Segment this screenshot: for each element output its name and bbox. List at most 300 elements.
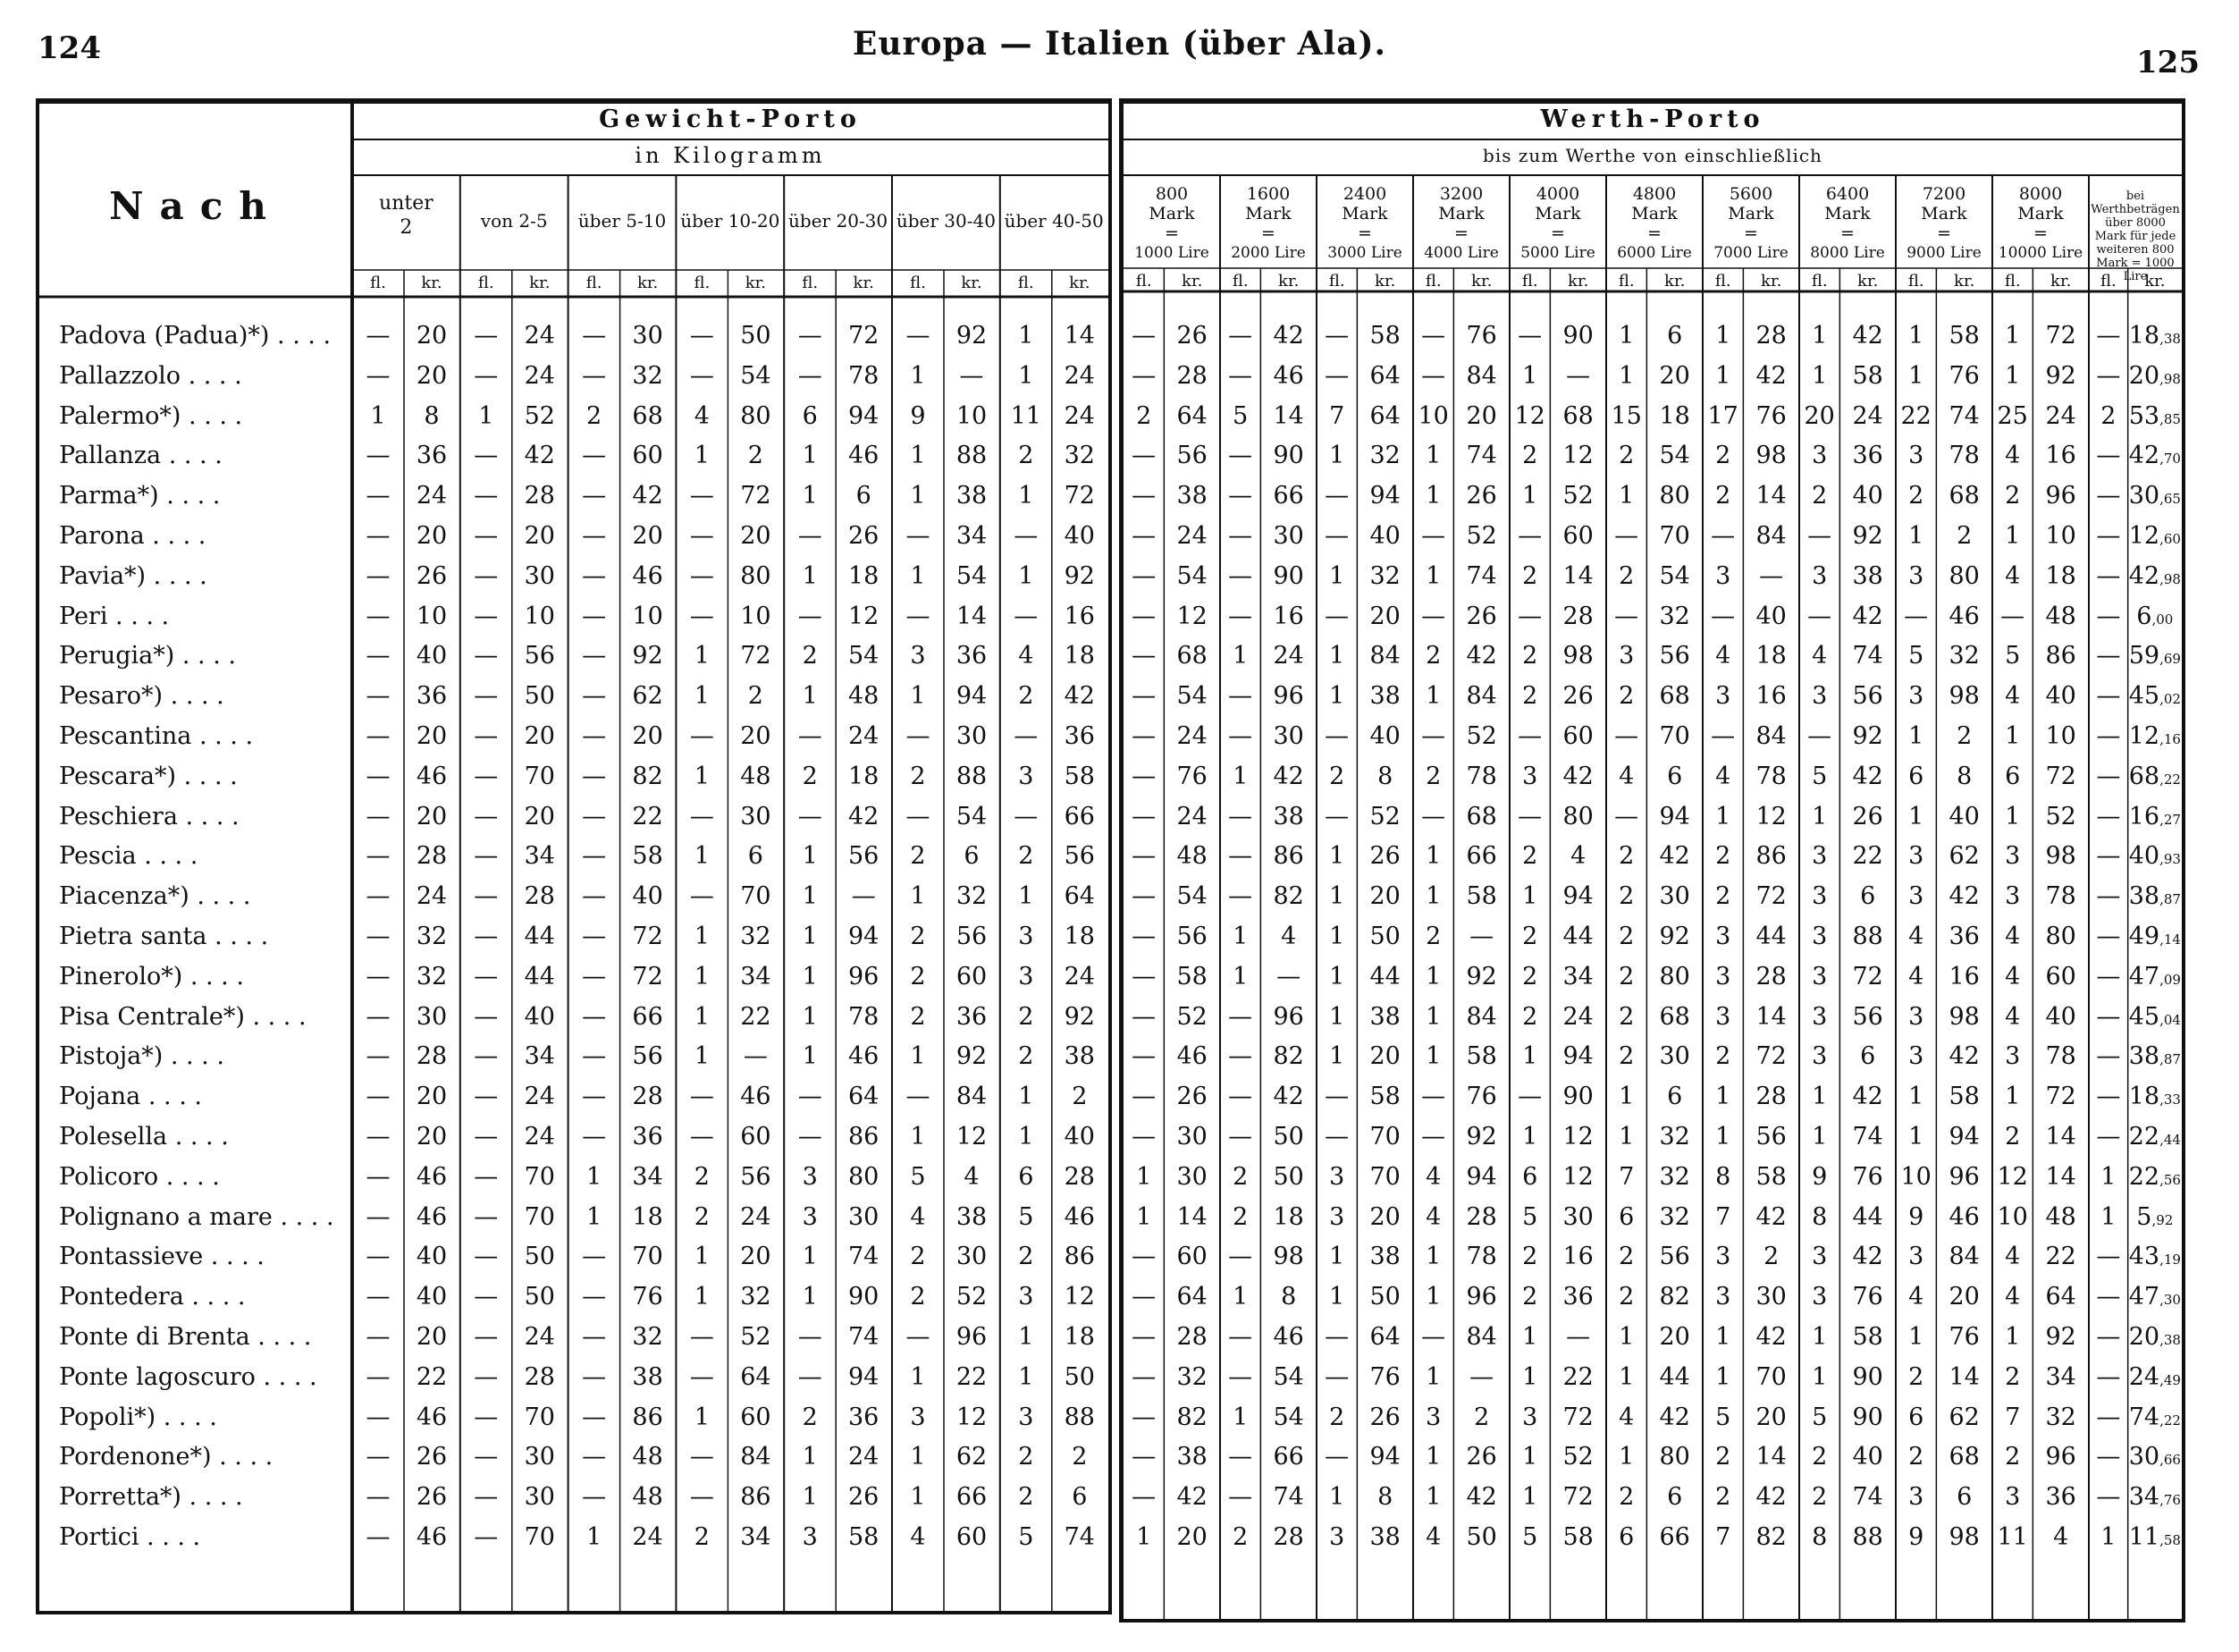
cell-kr: 40 [1949, 802, 1980, 830]
cell-fl: 1 [802, 1042, 818, 1071]
cell-fl: 1 [1812, 361, 1828, 390]
cell-kr: 12 [1562, 1123, 1594, 1150]
cell-kr: 92 [1852, 722, 1883, 750]
cell-kr: 30 [416, 1002, 448, 1031]
cell-fl: — [1421, 602, 1446, 630]
cell-fl: 20 [1804, 401, 1835, 430]
cell-fl: 1 [1018, 561, 1034, 590]
cell-kr: 50 [1466, 1523, 1497, 1551]
cell-kr: 64 [740, 1362, 771, 1391]
cell-fl: 2 [1715, 1443, 1731, 1471]
cell-kr [2128, 1042, 2182, 1070]
cell-fl: 2 [1018, 442, 1034, 470]
cell-fl: — [689, 602, 714, 630]
cell-kr: 26 [1369, 842, 1401, 871]
cell-fl: — [2096, 602, 2121, 630]
cell-fl: — [582, 322, 607, 350]
cell-fl: — [474, 923, 499, 950]
cell-kr: 90 [1562, 322, 1594, 350]
cell-kr: 12 [955, 1123, 988, 1150]
place-name: Pordenone*) . . . . [59, 1443, 274, 1471]
cell-fl: 2 [1136, 401, 1152, 430]
cell-fl: — [689, 522, 714, 550]
cell-kr: 38 [1852, 561, 1883, 590]
cell-fl: — [689, 1443, 714, 1471]
cell-fl: 3 [910, 1403, 926, 1431]
cell-kr: 40 [632, 882, 663, 911]
decimal-separator: , [2159, 451, 2164, 468]
cell-kr [2128, 1083, 2182, 1110]
cell-kr: 8 [1377, 1483, 1393, 1512]
cell-kr: 76 [1852, 1162, 1883, 1191]
cell-fl: 1 [910, 1123, 926, 1150]
cell-kr: 4 [1281, 923, 1297, 950]
cell-fl: — [905, 1323, 930, 1351]
cell-kr: 94 [848, 401, 880, 430]
cell-kr: 24 [416, 482, 448, 510]
cell-fl: — [1132, 1042, 1157, 1071]
cell-kr: 66 [1659, 1523, 1690, 1551]
cell-fl: 1 [694, 842, 710, 871]
cell-fl: 1 [1715, 361, 1731, 390]
cell-kr: 54 [848, 642, 880, 670]
cell-kr: 32 [1369, 442, 1401, 470]
cell-fl: 5 [1715, 1403, 1731, 1431]
cell-fl: 2 [1619, 842, 1635, 871]
unit-fl: fl. [370, 274, 386, 292]
cell-kr [2128, 803, 2182, 830]
cell-fl: 1 [694, 1243, 710, 1271]
place-name: Piacenza*) . . . . [59, 882, 251, 911]
decimal-separator: , [2159, 651, 2164, 668]
cell-kr: 34 [740, 1523, 771, 1551]
cell-kr: 68 [1659, 1002, 1690, 1031]
cell-kr-decimal: 00 [2156, 611, 2174, 628]
cell-fl: 3 [1812, 842, 1828, 871]
cell-fl: 3 [1715, 1243, 1731, 1271]
cell-fl: 2 [1522, 1002, 1538, 1031]
cell-fl: 1 [1908, 1323, 1924, 1351]
unit-fl: fl. [1907, 272, 1924, 291]
cell-kr: 12 [1176, 602, 1208, 630]
cell-kr: 74 [1466, 561, 1497, 590]
cell-kr: 62 [1949, 842, 1980, 871]
cell-kr: 36 [416, 682, 448, 711]
decimal-separator: , [2159, 1252, 2164, 1268]
cell-kr-decimal: 65 [2163, 491, 2181, 508]
cell-kr: — [1276, 962, 1301, 990]
cell-kr: 78 [848, 361, 880, 390]
value-column-header: 2400 Mark = 3000 Lire [1327, 184, 1402, 262]
cell-kr-decimal: 09 [2163, 971, 2181, 988]
decimal-separator: , [2159, 1292, 2164, 1309]
cell-kr: 38 [955, 482, 988, 510]
cell-fl: 3 [2005, 1042, 2021, 1071]
cell-fl: — [1325, 361, 1350, 390]
cell-fl: — [1132, 361, 1157, 390]
cell-fl: 3 [1908, 442, 1924, 470]
cell-kr: 48 [632, 1443, 663, 1471]
cell-kr: 66 [1273, 1443, 1304, 1471]
cell-kr: 46 [416, 762, 448, 790]
cell-fl: 1 [1233, 1283, 1249, 1311]
cell-fl: 1 [1329, 1283, 1345, 1311]
weight-column-header: über 20-30 [788, 210, 888, 232]
cell-fl: 17 [1707, 401, 1738, 430]
cell-fl: — [689, 361, 714, 390]
cell-kr: 46 [1949, 1202, 1980, 1231]
cell-kr: 60 [955, 1523, 988, 1551]
cell-fl: 1 [2100, 1202, 2117, 1231]
cell-kr-integer: 12 [2128, 522, 2160, 550]
cell-kr: 92 [2045, 1323, 2076, 1351]
cell-kr: 58 [1064, 762, 1095, 790]
cell-fl: 1 [1426, 442, 1442, 470]
cell-fl: — [1904, 602, 1929, 630]
last-column-header: bei Werthbeträgen über 8000 Mark für jede weiteren 800 Mark = 1000 Lire [2091, 190, 2180, 283]
cell-kr-integer: 18 [2128, 322, 2160, 350]
cell-fl: — [474, 762, 499, 790]
cell-fl: 2 [1619, 682, 1635, 711]
cell-fl: 2 [1619, 962, 1635, 990]
cell-kr-decimal: 66 [2163, 1452, 2181, 1469]
cell-fl: 1 [1908, 802, 1924, 830]
cell-fl: 11 [1010, 401, 1041, 430]
cell-kr-integer: 47 [2128, 962, 2160, 990]
cell-fl: 1 [1426, 882, 1442, 911]
cell-fl: 4 [2005, 923, 2021, 950]
cell-fl: — [366, 642, 391, 670]
cell-kr: 36 [1064, 722, 1095, 750]
cell-kr: 96 [1273, 682, 1304, 711]
cell-kr: 44 [1659, 1362, 1690, 1391]
cell-fl: — [797, 322, 822, 350]
cell-kr: 24 [1176, 522, 1208, 550]
cell-kr: 18 [1273, 1202, 1304, 1231]
cell-kr: 64 [1176, 1283, 1208, 1311]
cell-fl: 1 [802, 923, 818, 950]
cell-fl: — [1807, 602, 1832, 630]
cell-fl: — [2096, 802, 2121, 830]
cell-fl: — [582, 962, 607, 990]
cell-kr: 30 [1273, 522, 1304, 550]
cell-kr: 64 [1176, 401, 1208, 430]
cell-kr: 24 [740, 1202, 771, 1231]
cell-kr: 24 [524, 1123, 555, 1150]
cell-kr: 94 [1562, 1042, 1594, 1071]
cell-kr: 6 [855, 482, 871, 510]
value-column-header: 7200 Mark = 9000 Lire [1907, 184, 1982, 262]
cell-kr: 42 [1176, 1483, 1208, 1512]
cell-fl: — [689, 802, 714, 830]
cell-fl: — [474, 602, 499, 630]
decimal-separator: , [2151, 611, 2157, 628]
cell-kr: 50 [1369, 1283, 1401, 1311]
cell-kr-integer: 24 [2128, 1362, 2160, 1391]
cell-kr: 2 [747, 682, 763, 711]
cell-fl: 4 [2005, 442, 2021, 470]
cell-fl: — [1132, 842, 1157, 871]
cell-fl: 1 [1619, 1123, 1635, 1150]
cell-kr: 20 [1755, 1403, 1787, 1431]
cell-kr: 80 [2045, 923, 2076, 950]
cell-fl: 1 [1136, 1162, 1152, 1191]
unit-kr: kr. [1568, 272, 1589, 291]
cell-fl: 3 [1908, 842, 1924, 871]
cell-kr-decimal: 04 [2163, 1011, 2181, 1028]
cell-fl: — [2096, 923, 2121, 950]
cell-fl: 1 [1136, 1202, 1152, 1231]
cell-kr: 58 [1466, 882, 1497, 911]
cell-fl: 2 [1619, 882, 1635, 911]
cell-kr: 42 [1852, 322, 1883, 350]
cell-fl: — [366, 482, 391, 510]
cell-kr: 42 [1852, 762, 1883, 790]
cell-fl: 1 [1715, 1123, 1731, 1150]
cell-fl: 3 [1715, 1283, 1731, 1311]
cell-fl: 1 [2005, 802, 2021, 830]
cell-fl: 9 [1908, 1523, 1924, 1551]
cell-kr: 46 [740, 1083, 771, 1111]
cell-fl: 2 [1522, 1283, 1538, 1311]
cell-fl: 1 [910, 442, 926, 470]
cell-kr: 14 [1755, 1002, 1787, 1031]
place-name: Pescara*) . . . . [59, 762, 238, 790]
cell-kr: 78 [848, 1002, 880, 1031]
cell-fl: 1 [802, 842, 818, 871]
cell-kr-integer: 74 [2128, 1403, 2160, 1431]
cell-kr [2128, 1163, 2182, 1191]
unit-fl: fl. [2100, 272, 2117, 291]
unit-kr: kr. [1664, 272, 1686, 291]
cell-fl: 1 [694, 1042, 710, 1071]
cell-fl: 1 [2005, 322, 2021, 350]
cell-kr: 28 [524, 1362, 555, 1391]
cell-kr-decimal: 98 [2163, 370, 2181, 387]
cell-fl: — [366, 602, 391, 630]
unit-kr: kr. [1471, 272, 1493, 291]
cell-kr-decimal: 98 [2163, 570, 2181, 587]
unit-kr: kr. [961, 274, 982, 292]
cell-kr: 28 [524, 482, 555, 510]
cell-kr: 20 [416, 361, 448, 390]
cell-fl: — [2096, 642, 2121, 670]
cell-kr: 16 [1949, 962, 1980, 990]
cell-kr: 26 [848, 1483, 880, 1512]
cell-kr: 70 [524, 762, 555, 790]
cell-fl: 6 [1018, 1162, 1034, 1191]
cell-fl: 1 [1619, 1443, 1635, 1471]
decimal-separator: , [2159, 731, 2164, 747]
cell-fl: 1 [1426, 962, 1442, 990]
cell-fl: — [1325, 1443, 1350, 1471]
cell-fl: 1 [694, 1403, 710, 1431]
cell-kr: 98 [1949, 1523, 1980, 1551]
cell-kr: — [1566, 361, 1591, 390]
cell-fl: 1 [1329, 1042, 1345, 1071]
unit-fl: fl. [802, 274, 819, 292]
unit-fl: fl. [477, 274, 494, 292]
cell-kr: 60 [632, 442, 663, 470]
cell-kr: 86 [848, 1123, 880, 1150]
cell-fl: 2 [1715, 1042, 1731, 1071]
place-name: Pallazzolo . . . . [59, 361, 242, 390]
cell-fl: 1 [1522, 361, 1538, 390]
cell-fl: — [1325, 1083, 1350, 1111]
cell-kr [2128, 923, 2182, 950]
cell-kr: 98 [1562, 642, 1594, 670]
place-name: Peri . . . . [59, 602, 170, 630]
cell-fl: 1 [1619, 1362, 1635, 1391]
cell-fl: 1 [1329, 442, 1345, 470]
cell-fl: 2 [694, 1162, 710, 1191]
cell-kr: 84 [1466, 1323, 1497, 1351]
cell-kr: 32 [1176, 1362, 1208, 1391]
cell-kr: 66 [632, 1002, 663, 1031]
cell-fl: 2 [910, 1002, 926, 1031]
cell-fl: — [582, 1283, 607, 1311]
weight-group-subtitle: in Kilogramm [635, 143, 826, 168]
cell-fl: — [1228, 682, 1253, 711]
cell-kr: 20 [416, 1323, 448, 1351]
cell-kr: 56 [1659, 1243, 1690, 1271]
cell-kr: 36 [632, 1123, 663, 1150]
cell-kr: 32 [1659, 1162, 1690, 1191]
cell-kr: 22 [2045, 1243, 2076, 1271]
cell-kr: 68 [1949, 1443, 1980, 1471]
cell-kr: 84 [1369, 642, 1401, 670]
cell-kr: 20 [1369, 882, 1401, 911]
place-name: Pescia . . . . [59, 842, 198, 871]
cell-fl: 4 [910, 1202, 926, 1231]
cell-fl: 3 [1018, 923, 1034, 950]
cell-fl: 6 [802, 401, 818, 430]
cell-kr: 20 [632, 522, 663, 550]
cell-kr-decimal: 58 [2163, 1532, 2181, 1548]
decimal-separator: , [2159, 1492, 2164, 1509]
cell-fl: 3 [1812, 1002, 1828, 1031]
cell-fl: — [2096, 762, 2121, 790]
cell-kr: 34 [740, 962, 771, 990]
cell-kr: 56 [1176, 923, 1208, 950]
cell-fl: 5 [2005, 642, 2021, 670]
place-name: Policoro . . . . [59, 1162, 220, 1191]
place-name: Polesella . . . . [59, 1123, 229, 1150]
cell-kr: 80 [1562, 802, 1594, 830]
cell-kr: 70 [524, 1202, 555, 1231]
cell-kr: 28 [1755, 322, 1787, 350]
cell-kr: 84 [740, 1443, 771, 1471]
cell-kr: 26 [1176, 1083, 1208, 1111]
cell-fl: — [474, 802, 499, 830]
cell-kr: — [743, 1042, 768, 1071]
cell-fl: — [1421, 522, 1446, 550]
cell-kr: 24 [524, 361, 555, 390]
cell-fl: — [474, 882, 499, 911]
cell-kr: 62 [632, 682, 663, 711]
cell-fl: 2 [694, 1523, 710, 1551]
cell-kr: 28 [1755, 962, 1787, 990]
decimal-separator: , [2159, 1171, 2164, 1188]
cell-fl: 1 [586, 1523, 602, 1551]
cell-fl: — [2096, 1123, 2121, 1150]
cell-fl: — [1132, 1083, 1157, 1111]
cell-kr: 92 [1852, 522, 1883, 550]
cell-fl: 2 [1812, 482, 1828, 510]
cell-fl: — [1228, 1323, 1253, 1351]
cell-fl: 1 [1908, 322, 1924, 350]
cell-kr: 96 [1273, 1002, 1304, 1031]
cell-kr-decimal: 93 [2163, 851, 2181, 868]
unit-fl: fl. [2004, 272, 2021, 291]
cell-kr: 74 [1852, 1483, 1883, 1512]
cell-fl: 2 [910, 1243, 926, 1271]
cell-kr: 64 [848, 1083, 880, 1111]
cell-fl: 2 [1715, 1483, 1731, 1512]
cell-fl: 1 [1329, 1483, 1345, 1512]
cell-fl: — [366, 1202, 391, 1231]
decimal-separator: , [2159, 1532, 2164, 1548]
cell-fl: — [1421, 1323, 1446, 1351]
cell-fl: 1 [1619, 322, 1635, 350]
cell-fl: 2 [1522, 561, 1538, 590]
cell-kr: 16 [1064, 602, 1095, 630]
cell-kr: 40 [1369, 522, 1401, 550]
cell-fl: 1 [1018, 482, 1034, 510]
cell-fl: 2 [1619, 1483, 1635, 1512]
cell-kr: 54 [740, 361, 771, 390]
place-name: Portici . . . . [59, 1523, 201, 1551]
place-name: Pesaro*) . . . . [59, 682, 224, 711]
cell-kr: 42 [1273, 762, 1304, 790]
cell-fl: 7 [2005, 1403, 2021, 1431]
cell-kr: 26 [1466, 602, 1497, 630]
cell-kr: 18 [1064, 1323, 1095, 1351]
cell-kr: 6 [1667, 762, 1683, 790]
cell-fl: 4 [1908, 962, 1924, 990]
cell-fl: 6 [1619, 1202, 1635, 1231]
cell-fl: 1 [1619, 1323, 1635, 1351]
cell-kr: 32 [955, 882, 988, 911]
cell-kr: 96 [955, 1323, 988, 1351]
cell-kr: 10 [740, 602, 771, 630]
cell-fl: — [582, 722, 607, 750]
cell-kr: 76 [1755, 401, 1787, 430]
cell-fl: — [1325, 1362, 1350, 1391]
cell-fl: 1 [1812, 1362, 1828, 1391]
cell-kr: 76 [1369, 1362, 1401, 1391]
cell-fl: — [366, 561, 391, 590]
cell-kr: 30 [1176, 1162, 1208, 1191]
cell-kr: 14 [1273, 401, 1304, 430]
cell-kr: 76 [1466, 1083, 1497, 1111]
cell-kr: 36 [1949, 923, 1980, 950]
cell-fl: 2 [1619, 923, 1635, 950]
cell-fl: — [366, 1123, 391, 1150]
cell-fl: 2 [1018, 1443, 1034, 1471]
cell-fl: — [582, 842, 607, 871]
cell-fl: 1 [802, 1283, 818, 1311]
cell-kr-decimal: 38 [2163, 331, 2181, 347]
cell-fl: 9 [1812, 1162, 1828, 1191]
cell-kr-integer: 45 [2128, 682, 2160, 711]
cell-kr: 6 [1072, 1483, 1088, 1512]
cell-kr: 10 [632, 602, 663, 630]
cell-fl: — [689, 482, 714, 510]
cell-fl: — [1132, 561, 1157, 590]
cell-fl: 4 [2005, 1243, 2021, 1271]
cell-kr: 50 [524, 1283, 555, 1311]
